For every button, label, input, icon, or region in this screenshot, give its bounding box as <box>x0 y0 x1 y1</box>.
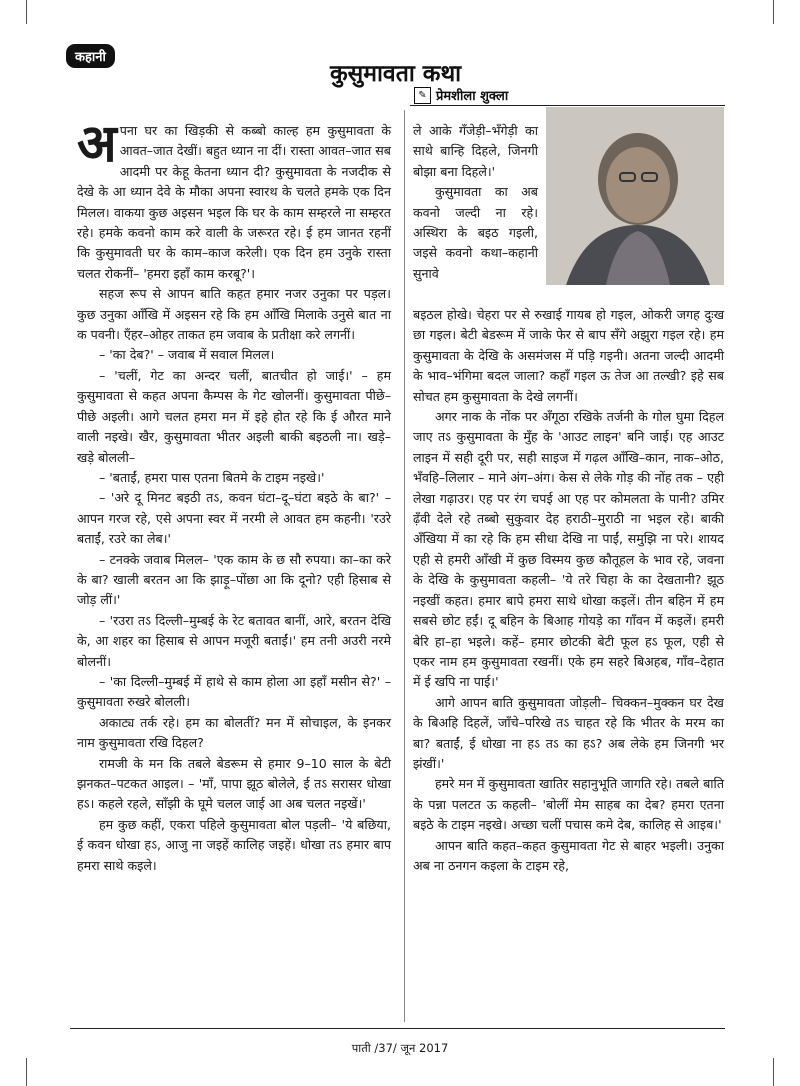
paragraph: अपना घर का खिड़की से कब्बो काल्ह हम कुसुमावता के आवत–जात देखीं। बहुत ध्यान ना दीं। रास्ता आवत–जात सब आदमी पर केहू केतना ध्यान दी? कुसुमावता के नजदीक से देखे के आ ध्यान देवे के मौका अपना स्वारथ के चलते हमके एक दिन मिलल। वाकया कुछ अइसन भइल कि घर के काम सम्हरले ना सम्हरत रहे। हमके कवनो काम करे वाली के जरूरत रहे। ई हम जानत रहनीं कि कुसुमावती घर के काम–काज करेली। एक दिन हम उनुके रास्ता चलत रोकनीं– 'हमरा इहाँ काम करबू?'। <box>77 114 391 281</box>
paragraph: – 'का देब?' – जवाब में सवाल मिलल। <box>99 347 275 363</box>
drop-cap: अ <box>77 114 117 174</box>
paragraph: – टनक्के जवाब मिलल– 'एक काम के छ सौ रुपया। का–का करे के बा? खाली बरतन आ कि झाड़ू–पोंछा आ कि दूनो? एही हिसाब से जोड़ लीं।' <box>77 551 391 608</box>
paragraph: हम कुछ कहीं, एकरा पहिले कुसुमावता बोल पड़ली– 'ये बछिया, ई कवन धोखा हऽ, आजु ना जइहें कालिह जइहें। धोखा तऽ हमार बाप हमरा साथे कइले। <box>77 816 391 873</box>
right-column <box>413 305 724 876</box>
paragraph: आपन बाति कहत–कहत कुसुमावता गेट से बाहर भइली। उनुका अब ना ठनगन कइला के टाइम रहे, <box>413 837 724 873</box>
paragraph: – 'का दिल्ली–मुम्बई में हाथे से काम होला आ इहाँ मसीन से?' – कुसुमावता रुखरे बोलली। <box>77 673 391 710</box>
header-rule <box>410 105 725 106</box>
paragraph: – 'अरे दू मिनट बइठी तऽ, कवन घंटा–दू–घंटा बइठे के बा?' – आपन गरज रहे, एसे अपना स्वर में नरमी ले आवत हम कहनी। 'रउरे बताईं, रउरे का लेब।' <box>77 490 391 547</box>
author-name: प्रेमशीला शुक्ला <box>436 89 509 104</box>
paragraph: हमरे मन में कुसुमावता खातिर सहानुभूति जागति रहे। तबले बाति के पन्ना पलटत ऊ कहली– 'बोलीं मेम साहब का देब? हमरा एतना बइठे के टाइम नइखे। अच्छा चलीं पचास कमे देब, कालिह से आइब।' <box>413 776 724 833</box>
pen-icon: ✎ <box>414 87 431 104</box>
paragraph: कुसुमावता का अब कवनो जल्दी ना रहे। अस्थिरा के बइठ गइली, जइसे कवनो कथा–कहानी सुनावे <box>413 184 538 281</box>
author-photo <box>546 107 724 285</box>
paragraph: सहज रूप से आपन बाति कहत हमार नजर उनुका पर पड़ल। कुछ उनुका आँखि में अइसन रहे कि हम आँखि मिलाके उनुसे बात ना क पवनी। एँहर–ओहर ताकत हम जवाब के प्रतीक्षा करे लगनीं। <box>77 286 391 343</box>
page-folio: पाती /37/ जून 2017 <box>351 1041 449 1055</box>
left-column <box>77 114 391 876</box>
paragraph: बइठल होखे। चेहरा पर से रुखाई गायब हो गइल, ओकरी जगह दुःख छा गइल। बेटी बेडरूम में जाके फेर से बाप सँगे अझुरा गइल रहे। हम कुसुमावता के देखि के असमंजस में पड़ि गइनी। अतना जल्दी आदमी के भाव–भंगिमा बदल जाला? कहाँ गइल ऊ तेज आ तल्खी? इहे सब सोचत हम कुसुमावता के देखे लगनीं। <box>413 307 724 404</box>
footer-rule <box>70 1028 725 1029</box>
section-tag: कहानी <box>66 44 115 68</box>
paragraph: अगर नाक के नोंक पर अँगूठा रखिके तर्जनी के गोल घुमा दिहल जाए तऽ कुसुमावता के मुँह के 'आउट लाइन' बनि जाई। एह आउट लाइन में सही दूरी पर, सही साइज में गढ़ल आँखि–कान, नाक–ओठ, भँवहि–लिलार – माने अंग–अंग। केस से लेके गोड़ की नोंह तक – एही लेखा गढ़ाउर। एह पर रंग चपई आ एह पर कोमलता के पानी? उमिर ढ़ँवी देले रहे तब्बो सुकुवार देह हराठी–मुराठी ना भइल रहे। बाकी अँखिया में का रहे कि हम सीधा देखि ना पाईं, समुझि ना परे। शायद एही से हमरी आँखी में कुछ विस्मय कुछ कौतूहल के भाव रहे, जवना के देखि के कुसुमावता कहली– 'ये तरे चिहा के का देखतानी? झूठ नइखीं कहत। हमार बापे हमरा साथे धोखा कइलें। तीन बहिन में हम सबसे छोट हईं। दू बहिन के बिआह गोयड़े का गाँवन में कइलें। हमरी बेरि हा–हा भइले। कहें– हमार छोटकी बेटी फूल हऽ फूल, एही से एकर नाम हम कुसुमावता रखनीं। एके हम सहरे बिअहब, गाँव–देहात में ई खपि ना पाई।' <box>413 409 724 690</box>
paragraph: – 'रउरा तऽ दिल्ली–मुम्बई के रेट बतावत बानीं, आरे, बरतन देखि के, आ शहर का हिसाब से आपन मजूरी बताईं।' हम तनी अउरी नरमे बोलनीं। <box>77 612 391 669</box>
paragraph: रामजी के मन कि तबले बेडरूम से हमार 9–10 साल के बेटी झनकत–पटकत आइल। – 'माँ, पापा झूठ बोलेले, ई तऽ सरासर धोखा हऽ। कहले रहले, साँझी के घूमे चलल जाई आ अब चलत नइखें।' <box>77 755 391 812</box>
paragraph: आगे आपन बाति कुसुमावता जोड़ली– चिक्कन–मुक्कन घर देख के बिअहि दिहलें, जाँचे–परिखे तऽ चाहत रहे कि भीतर के मरम का बा? बताईं, ई धोखा ना हऽ तऽ का हऽ? अब लेके हम जिनगी भर झंखीं।' <box>413 694 724 771</box>
byline <box>414 86 508 104</box>
column-divider <box>404 110 405 1022</box>
paragraph: – 'चलीं, गेट का अन्दर चलीं, बातचीत हो जाई।' – हम कुसुमावता से कहत अपना कैम्पस के गेट खोलनीं। कुसुमावता पीछे–पीछे अइली। आगे चलत हमरा मन में इहे होत रहे कि ई औरत माने वाली नइखे। खैर, कुसुमावता भीतर अइली बाकी बइठली ना। खड़े–खड़े बोलली– <box>77 367 391 465</box>
crop-mark-bottom-right <box>773 1058 774 1086</box>
crop-mark-top-left <box>26 0 27 24</box>
paragraph: अकाट्य तर्क रहे। हम का बोलतीं? मन में सोचाइल, के इनकर नाम कुसुमावता रखि दिहल? <box>77 714 391 751</box>
crop-mark-top-right <box>773 0 774 24</box>
crop-mark-bottom-left <box>26 1058 27 1086</box>
paragraph: ले आके गँजेड़ी–भँगेड़ी का साथे बान्हि दिहले, जिनगी बोझा बना दिहले।' <box>413 123 538 179</box>
page-title: कुसुमावता कथा <box>330 61 462 87</box>
right-column-top <box>413 121 538 284</box>
paragraph: – 'बताईं, हमरा पास एतना बितमे के टाइम नइखे।' <box>99 469 325 485</box>
